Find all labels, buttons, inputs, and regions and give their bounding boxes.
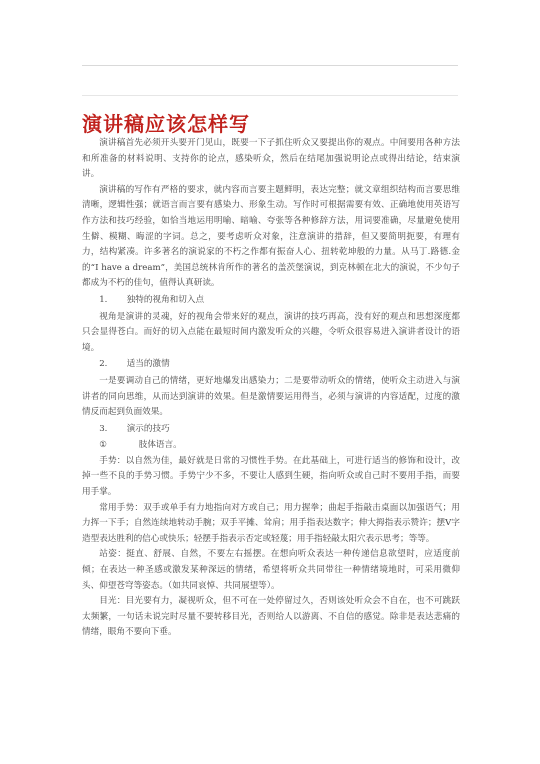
paragraph-requirements: 演讲稿的写作有严格的要求，就内容而言要主题鲜明，表达完整；就文章组织结构而言要思维清晰，逻辑性强；就语言而言要有感染力、形象生动。写作时可根据需要有效、正确地使用英语写作方法和技巧经验，如恰当地运用明喻、暗喻、夸张等各种修辞方法，用词要准确，尽量避免使用生僻、模糊、晦涩的字词。总之，要考虑听众对象，注意演讲的措辞，但又要简明扼要，有理有力，结构紧凑。许多著名的演说家的不朽之作都有振奋人心、扭转乾坤般的力量。从马丁.路德.金的“I have a dream”，美国总统林肯所作的著名的盖茨堡演说，到克林顿在北大的演说，不少句子都成为不朽的佳句，值得认真研读。 (82, 184, 460, 289)
section-title-1: 独特的视角和切入点 (126, 294, 205, 305)
paragraph-intro: 演讲稿首先必须开头要开门见山，既要一下子抓住听众又要提出你的观点。中间要用各种方法和所准备的材料说明、支持你的论点，感染听众，然后在结尾加强说明论点或得出结论，结束演讲。 (82, 138, 460, 180)
section-number-3: 3. (99, 423, 108, 434)
paragraph-passion: 一是要调动自己的情绪，更好地爆发出感染力；二是要带动听众的情绪，使听众主动进入与演讲者的同向思维，从而达到演讲的效果。但是激情要运用得当，必须与演讲的内容适配，过度的激情反而起到负面效果。 (82, 375, 460, 418)
paragraph-perspective: 视角是演讲的灵魂，好的视角会带来好的观点，演讲的技巧再高，没有好的观点和思想深度都只会显得苍白。而好的切入点能在最短时间内激发听众的兴趣，令听众很容易进入演讲者设计的语境。 (82, 311, 460, 353)
section-title-2: 适当的激情 (126, 359, 170, 370)
subsection-number-1: ① (99, 440, 107, 451)
section-heading-1 (82, 293, 460, 309)
article-body (82, 136, 460, 641)
section-heading-2 (82, 357, 460, 373)
paragraph-posture: 站姿：挺直、舒展、自然，不要左右摇摆。在想向听众表达一种传递信息欲望时，应适度前倾；在表达一种圣感或激发某种深远的情绪，希望将听众共同带往一种情绪境地时，可采用微仰头、仰望苍穹等姿态。（如共同哀悼、共同展望等）。 (82, 549, 460, 591)
paragraph-gestures: 手势：以自然为佳，最好就是日常的习惯性手势。在此基础上，可进行适当的修饰和设计，改掉一些不良的手势习惯。手势宁少不多，不要让人感到生硬，指向听众或自己时不要用手指，而要用手掌。 (82, 455, 460, 498)
subsection-heading-1 (82, 438, 460, 454)
section-number-1: 1. (99, 294, 108, 305)
top-divider (82, 65, 458, 66)
paragraph-common-gestures: 常用手势：双手或单手有力地指向对方或自己；用力握拳；曲起手指敲击桌面以加强语气；用力挥一下手；自然连续地转动手腕；双手平摊、耸肩；用手指表达数字；伸大拇指表示赞许；摆V字造型表达胜利的信心或快乐；轻摆手指表示否定或轻蔑；用手指轻敲太阳穴表示思考；等等。 (82, 502, 460, 544)
subsection-title-1: 肢体语言。 (138, 440, 182, 451)
paragraph-eye-contact: 目光：目光要有力，凝视听众，但不可在一处停留过久，否则该处听众会不自在，也不可跳跃太频繁，一句话未说完时尽量不要转移目光，否则给人以游离、不自信的感觉。除非是表达悲痛的情绪，眼角不要向下垂。 (82, 596, 460, 638)
section-title-3: 演示的技巧 (126, 423, 170, 434)
header-divider (82, 95, 458, 96)
page-title: 演讲稿应该怎样写 (82, 112, 250, 136)
section-number-2: 2. (99, 359, 108, 370)
section-heading-3 (82, 422, 460, 438)
